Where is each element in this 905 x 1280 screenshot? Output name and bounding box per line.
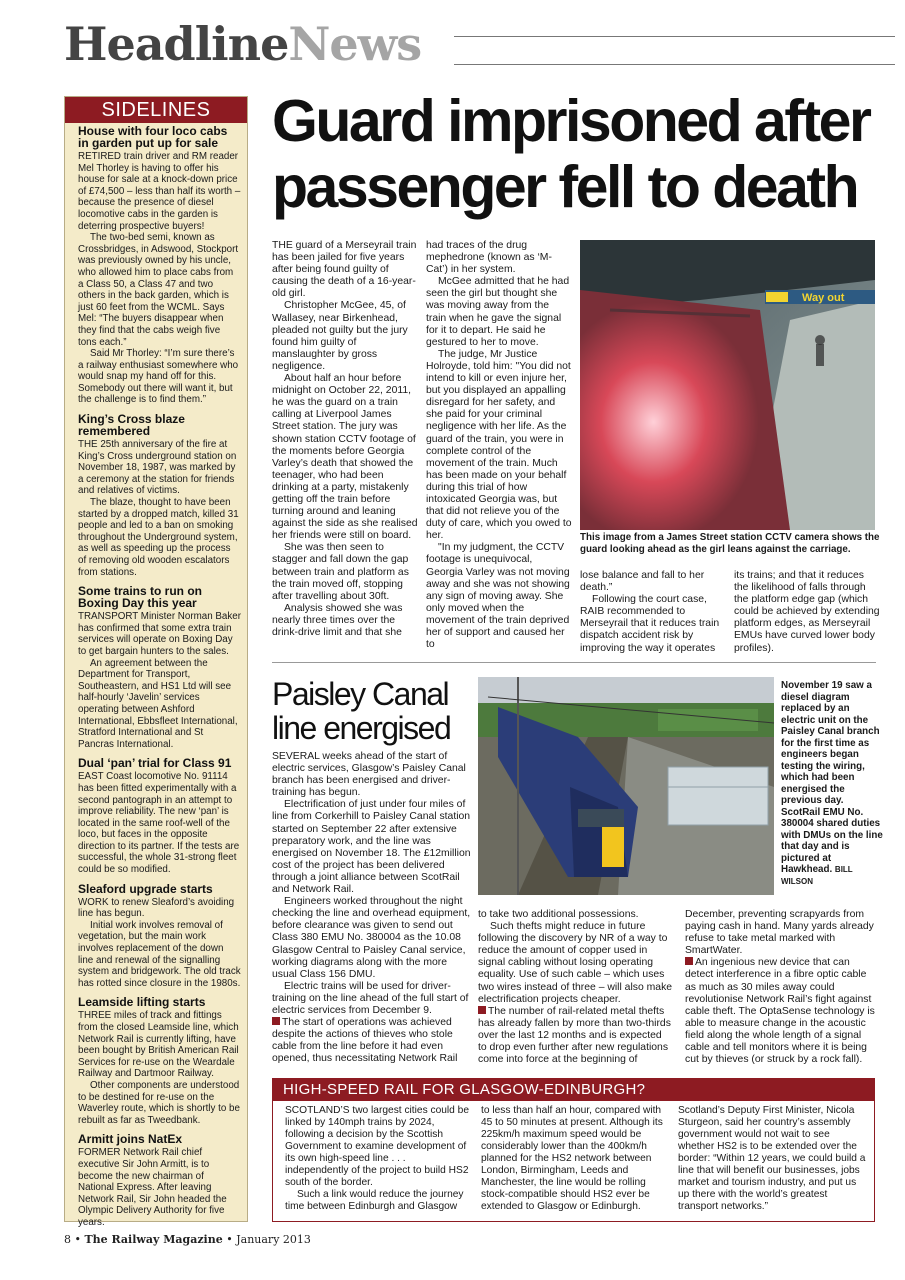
paragraph — [272, 799, 472, 896]
paragraph — [426, 349, 572, 543]
paragraph-text: FORMER Network Rail chief executive Sir John Armitt, is to become the new chairman of National Express. After leaving Network Rail, Sir John headed the Olympic Delivery Authority for five years. — [78, 1147, 227, 1228]
masthead-news: News — [288, 17, 422, 71]
paragraph — [272, 1017, 472, 1065]
paragraph — [734, 570, 880, 655]
paisley-headline-line: Paisley Canal — [272, 676, 449, 712]
bullet-square — [685, 957, 693, 965]
paragraph — [78, 151, 241, 232]
paragraph — [285, 1189, 470, 1213]
paragraph-text: "In my judgment, the CCTV footage is unequivocal, Georgia Varley was not moving away and she was not showing any sign of moving away. She only moved when the movement of the train deprived her of support and caused her to — [426, 542, 570, 651]
photo-sign-text: Way out — [802, 292, 845, 304]
paragraph — [78, 1080, 241, 1126]
paragraph-text: RETIRED train driver and RM reader Mel Thorley is having to offer his house for sale at a knock-down price of £74,500 – less than half its worth – because the presence of diesel locomotive cabs in the garden is deterring prospective buyers! — [78, 151, 241, 232]
sidebar-story-title: Some trains to run on Boxing Day this year — [78, 584, 203, 611]
paragraph-text: The number of rail-related metal thefts has already fallen by more than two-thirds over the last 12 months and is expected to drop even further after new regulations come into force at the beginning of — [478, 1005, 671, 1066]
paragraph-text: Such a link would reduce the journey time between Edinburgh and Glasgow — [285, 1189, 464, 1212]
sidebar-story-title: Armitt joins NatEx — [78, 1132, 183, 1147]
paragraph — [272, 240, 418, 300]
highspeed-column — [481, 1105, 666, 1213]
paragraph — [78, 771, 241, 875]
sidebar-story-title: King’s Cross blaze remembered — [78, 412, 185, 439]
paragraph-text: THE guard of a Merseyrail train has been jailed for five years after being found guilty of causing the death of a 16-year-old girl. — [272, 240, 417, 300]
paragraph — [272, 373, 418, 542]
issue-date: January 2013 — [236, 1233, 311, 1246]
paragraph — [685, 909, 880, 957]
magazine-name: The Railway Magazine — [84, 1233, 223, 1246]
paragraph — [78, 658, 241, 751]
paragraph — [78, 1010, 241, 1080]
section-masthead — [64, 16, 421, 72]
paisley-column — [478, 909, 673, 1066]
paragraph — [272, 896, 472, 981]
paragraph-text: About half an hour before midnight on October 22, 2011, he was the guard on a train calling at Liverpool James Street station. The jury was shown station CCTV footage of the moments before Georgia Varley’s death that showed the teenager, who had been drinking at a party, mistakenly getting off the train before turning around and leaning against the side as she realised her friends were still on board. — [272, 373, 418, 542]
paragraph-text: She was then seen to stagger and fall down the gap between train and platform as the train moved off, stopping after travelling about 30ft. — [272, 542, 409, 602]
lead-column — [426, 240, 572, 651]
lead-column — [272, 240, 418, 639]
paisley-column — [685, 909, 880, 1066]
paragraph-text: THREE miles of track and fittings from the closed Leamside line, which Network Rail is currently lifting, have been bought by British American Rail Services for re-use on the Weardale Railway and Dartmoor Railway. — [78, 1010, 239, 1080]
paragraph — [272, 300, 418, 373]
paragraph — [580, 570, 726, 594]
section-divider — [272, 662, 876, 663]
paragraph-text: Following the court case, RAIB recommended to Merseyrail that it reduces train dispatch accident risk by improving the way it operates — [580, 594, 720, 654]
paisley-photo-caption — [781, 680, 883, 887]
sidebar-story-title: Dual ‘pan’ trial for Class 91 — [78, 756, 232, 771]
paragraph-text: Such thefts might reduce in future following the discovery by NR of a way to reduce the amount of copper used in signal cabling without losing operating equality. Use of such cable – which uses two wires instead of three – will also make electrification projects cheaper. — [478, 921, 673, 1005]
sidebar-story — [78, 883, 241, 990]
cctv-photo — [580, 240, 875, 530]
page-number: 8 — [64, 1233, 71, 1246]
sidelines-heading: SIDELINES — [65, 97, 247, 123]
paragraph-text: An ingenious new device that can detect interference in a fibre optic cable as much as 30 miles away could revolutionise Network Rail’s fight against cable theft. The OptaSense technology is able to measure change in the acoustic field along the whole length of a signal cable and tell monitors where it is being cut by thieves (or struck by a rock fall). — [685, 957, 875, 1066]
sidebar-story — [78, 585, 241, 750]
paragraph-text: had traces of the drug mephedrone (known as ‘M-Cat’) in her system. — [426, 240, 552, 276]
paragraph — [78, 348, 241, 406]
paragraph — [78, 1147, 241, 1228]
paragraph-text: WORK to renew Sleaford’s avoiding line has begun. — [78, 896, 235, 920]
paragraph-text: An agreement between the Department for Transport, Southeastern, and HS1 Ltd will see half-hourly ‘Javelin’ services operating between Ashford International, Ebbsfleet International, Stratford International and St Pancras International. — [78, 657, 238, 750]
masthead-headline: Headline — [64, 17, 289, 71]
paisley-photo-image — [478, 677, 774, 895]
masthead-rule — [454, 64, 895, 65]
lead-headline — [272, 88, 892, 220]
paragraph — [272, 751, 472, 799]
sidebar-story — [78, 413, 241, 578]
paragraph — [426, 240, 572, 276]
paragraph — [580, 594, 726, 654]
paragraph — [78, 232, 241, 348]
paragraph — [78, 920, 241, 990]
paragraph-text: Scotland’s Deputy First Minister, Nicola Sturgeon, said her country’s assembly government would not wait to see whether HS2 is to be extended over the border: “Within 12 years, we could build a line that will benefit our businesses, jobs market and tourism industry, and put us up there with the world’s greatest transport networks.” — [678, 1105, 866, 1212]
paragraph-text: its trains; and that it reduces the likelihood of falls through the platform edge gap (which could be achieved by extending platform edges, as Merseyrail EMUs have curved lower body profiles). — [734, 570, 880, 654]
sidebar-story — [78, 125, 241, 406]
paragraph — [285, 1105, 470, 1189]
sidelines-stories — [65, 123, 247, 1229]
bullet-square — [478, 1006, 486, 1014]
paragraph-text: Initial work involves removal of vegetation, but the main work involves replacement of the down line and renewal of the signalling system and bridgework. The old track has rotted since closure in the 1980s. — [78, 919, 241, 989]
lead-headline-line: Guard imprisoned after — [272, 88, 870, 154]
paragraph-text: Analysis showed she was nearly three times over the drink-drive limit and that she — [272, 602, 403, 638]
photo-credit: BILL WILSON — [781, 865, 853, 886]
highspeed-box — [272, 1078, 875, 1222]
sidebar-story-title: Sleaford upgrade starts — [78, 881, 213, 896]
lead-column — [580, 570, 726, 655]
highspeed-column — [678, 1105, 866, 1213]
page-footer: 8 • The Railway Magazine • January 2013 — [64, 1233, 311, 1246]
paragraph — [481, 1105, 666, 1213]
paragraph — [272, 603, 418, 639]
highspeed-column — [285, 1105, 470, 1213]
bullet-square — [272, 1017, 280, 1025]
paisley-photo — [478, 677, 774, 895]
paragraph — [478, 1006, 673, 1066]
paragraph — [678, 1105, 866, 1213]
paisley-headline-line: line energised — [272, 710, 451, 746]
paragraph — [272, 542, 418, 602]
paragraph — [78, 897, 241, 920]
paragraph-text: The start of operations was achieved despite the actions of thieves who stole cable from the line before it had even opened, thus necessitating Network Rail — [272, 1017, 458, 1065]
paragraph — [272, 981, 472, 1017]
paragraph-text: to take two additional possessions. — [478, 909, 639, 920]
cctv-photo-caption: This image from a James Street station CCTV camera shows the guard looking ahead as the girl leans against the carriage. — [580, 532, 880, 555]
highspeed-title: HIGH-SPEED RAIL FOR GLASGOW-EDINBURGH? — [273, 1079, 874, 1101]
paisley-caption-text: November 19 saw a diesel diagram replaced by an electric unit on the Paisley Canal branch for the first time as engineers began testing the wiring, which had been energised the previous day. ScotRail EMU No. 380004 shared duties with DMUs on the line that day and is pictured at Hawkhead. — [781, 680, 883, 875]
paragraph-text: Electrification of just under four miles of line from Corkerhill to Paisley Canal station started on September 22 after extensive preparatory work, and the line was energised on November 18. The £12million cost of the project has been delivered through a joint alliance between ScotRail and Network Rail. — [272, 799, 471, 896]
paragraph-text: EAST Coast locomotive No. 91114 has been fitted experimentally with a second pantograph in an attempt to improve reliability. The new ‘pan’ is located in the same roof-well of the loco, but faces in the opposite direction to its partner. If the tests are successful, the whole 31-strong fleet could be so modified. — [78, 771, 240, 876]
cctv-photo-image — [580, 240, 875, 530]
paragraph — [426, 276, 572, 349]
paragraph-text: SEVERAL weeks ahead of the start of electric services, Glasgow’s Paisley Canal branch has been energised and driver-training has begun. — [272, 751, 466, 799]
sidebar-story — [78, 1133, 241, 1228]
paragraph-text: The blaze, thought to have been started by a dropped match, killed 31 people and led to a ban on smoking throughout the Underground system, as well as speeding up the process of removing old wooden escalators from stations. — [78, 497, 239, 578]
paisley-headline — [272, 677, 472, 745]
paragraph-text: Christopher McGee, 45, of Wallasey, near Birkenhead, pleaded not guilty but the jury found him guilty of manslaughter by gross negligence. — [272, 300, 408, 372]
paragraph-text: THE 25th anniversary of the fire at King’s Cross underground station on November 18, 1987, was marked by a ceremony at the station for friends and relatives of victims. — [78, 439, 237, 497]
paragraph-text: to less than half an hour, compared with 45 to 50 minutes at present. Although its 225km/h maximum speed would be considerably lower than the 400km/h planned for the HS2 network between London, Birmingham, Leeds and Manchester, the line would be rolling stock-compatible should HS2 ever be extended to Glasgow or Edinburgh. — [481, 1105, 663, 1212]
paragraph-text: Electric trains will be used for driver-training on the line ahead of the full start of electric services from December 9. — [272, 980, 469, 1016]
paragraph-text: Other components are understood to be destined for re-use on the Waverley route, which is shortly to be rebuilt as far as Tweedbank. — [78, 1079, 240, 1126]
paragraph — [478, 921, 673, 1006]
paragraph-text: Said Mr Thorley: “I’m sure there’s a railway enthusiast somewhere who would snap my hand off for this. Somebody out there will want it, but the challenge is to find them.” — [78, 348, 239, 406]
paragraph — [78, 439, 241, 497]
paragraph-text: TRANSPORT Minister Norman Baker has confirmed that some extra train services will operate on Boxing Day to get bargain hunters to the sales. — [78, 611, 241, 657]
paisley-column — [272, 751, 472, 1065]
paragraph — [478, 909, 673, 921]
paragraph — [78, 497, 241, 578]
sidebar-story — [78, 996, 241, 1126]
paragraph-text: McGee admitted that he had seen the girl but thought she was moving away from the train when he gave the signal for it to depart. He said he gestured to her to move. — [426, 276, 570, 348]
paragraph — [78, 611, 241, 657]
paragraph-text: lose balance and fall to her death.” — [580, 570, 705, 594]
sidebar-story-title: House with four loco cabs in garden put up for sale — [78, 124, 228, 150]
lead-column — [734, 570, 880, 655]
sidebar-story-title: Leamside lifting starts — [78, 995, 206, 1010]
paragraph-text: Engineers worked throughout the night checking the line and overhead equipment, before clearance was given to send out Class 380 EMU No. 380004 as the 10.08 Glasgow Central to Paisley Canal service, working diagrams along with the more usual Class 156 DMU. — [272, 896, 471, 980]
paragraph — [685, 957, 880, 1066]
masthead-rule — [454, 36, 895, 37]
paragraph-text: The two-bed semi, known as Crossbridges, in Adswood, Stockport was previously owned by his uncle, who allowed him to place cabs from a Class 50, a Class 47 and two others in the back garden, which is just 60 feet from the WCML. Says Mel: “The buyers disappear when they find that the cabs weigh five tons each.” — [78, 232, 239, 348]
paragraph-text: SCOTLAND’S two largest cities could be linked by 140mph trains by 2024, following a decision by the Scottish Government to examine development of its own high-speed line . . . independently of the project to build HS2 south of the border. — [285, 1105, 470, 1188]
paragraph — [426, 542, 572, 651]
paragraph-text: December, preventing scrapyards from paying cash in hand. Many yards already refuse to take metal marked with SmartWater. — [685, 909, 874, 957]
sidebar-story — [78, 757, 241, 875]
paragraph-text: The judge, Mr Justice Holroyde, told him: "You did not intend to kill or even injure her, but you displayed an appalling disregard for her safety, and she paid for your criminal negligence with her life. As the guard of the train, you were in complete control of the movement of the train. Much has been made on your behalf during this trial of how intoxicated Georgia was, but that did not relieve you of the duty of care, which you owed to her. — [426, 348, 572, 542]
lead-headline-line: passenger fell to death — [272, 154, 858, 220]
sidelines-sidebar — [64, 96, 248, 1228]
